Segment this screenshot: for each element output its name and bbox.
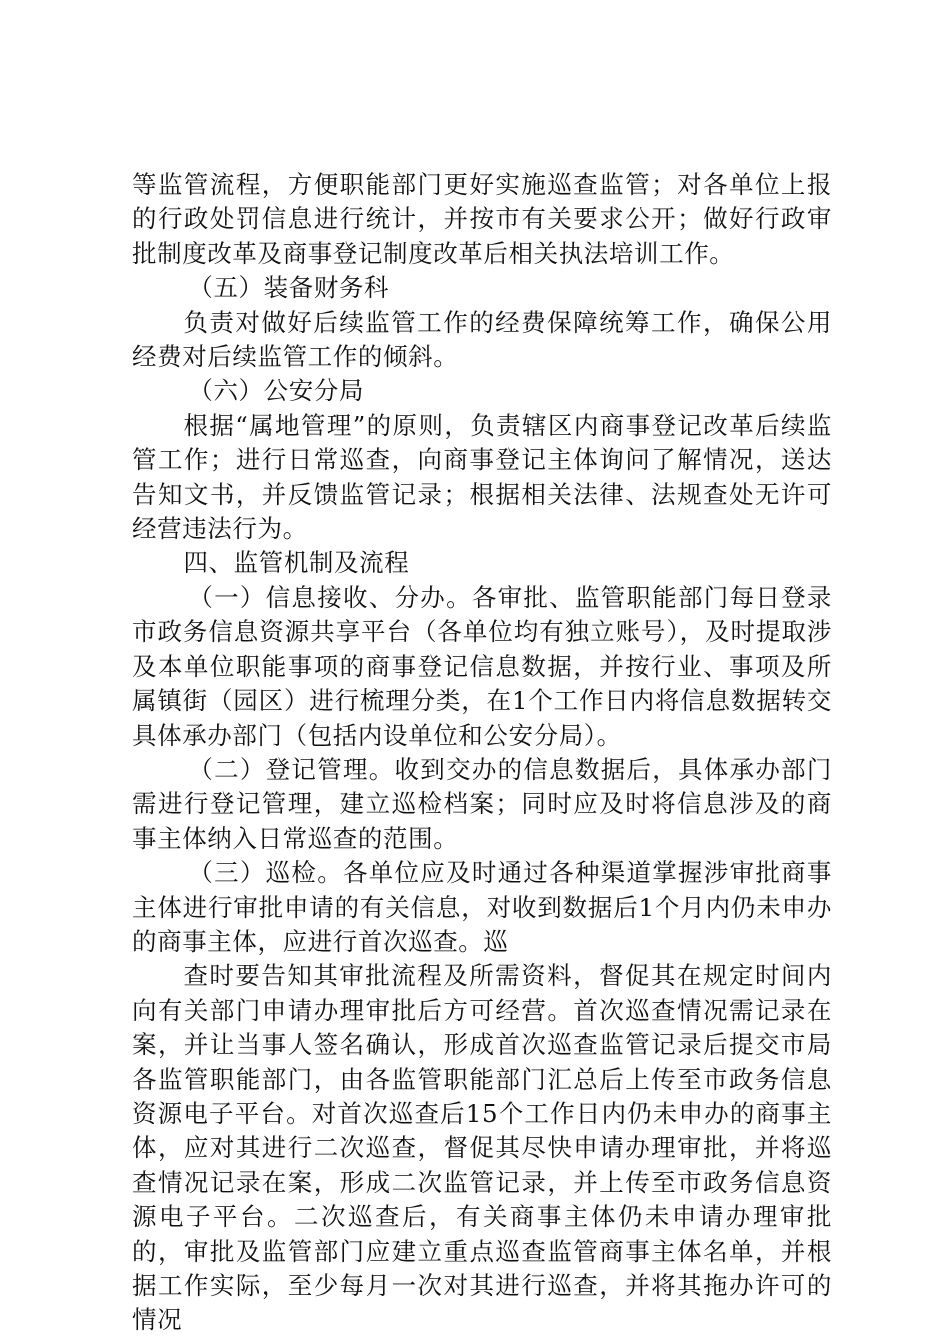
paragraph-public-security: 根据“属地管理”的原则，负责辖区内商事登记改革后续监管工作；进行日常巡查，向商事登记主体询问了解情况，送达告知文书，并反馈监管记录；根据相关法律、法规查处无许可经营违法行为。 xyxy=(132,410,832,544)
section-heading-public-security: （六）公安分局 xyxy=(188,376,365,406)
chapter-heading-mechanism: 四、监管机制及流程 xyxy=(183,548,410,578)
paragraph-equipment-finance: 负责对做好后续监管工作的经费保障统筹工作，确保公用经费对后续监管工作的倾斜。 xyxy=(132,307,832,372)
paragraph-inspection-continued: 查时要告知其审批流程及所需资料，督促其在规定时间内向有关部门申请办理审批后方可经营。首次巡查情况需记录在案，并让当事人签名确认，形成首次巡查监管记录后提交市局各监管职能部门，由各监管职能部门汇总后上传至市政务信息资源电子平台。对首次巡查后15个工作日内仍未申办的商事主体，应对其进行二次巡查，督促其尽快申请办理审批，并将巡查情况记录在案，形成二次监管记录，并上传至市政务信息资源电子平台。二次巡查后，有关商事主体仍未申请办理审批的，审批及监管部门应建立重点巡查监管商事主体名单，并根据工作实际，至少每月一次对其进行巡查，并将其拖办许可的情况 xyxy=(132,961,832,1335)
paragraph-continuation: 等监管流程，方便职能部门更好实施巡查监管；对各单位上报的行政处罚信息进行统计，并按市有关要求公开；做好行政审批制度改革及商事登记制度改革后相关执法培训工作。 xyxy=(132,170,832,268)
document-page xyxy=(132,168,832,1338)
section-heading-equipment-finance: （五）装备财务科 xyxy=(188,273,390,303)
paragraph-inspection: （三）巡检。各单位应及时通过各种渠道掌握涉审批商事主体进行审批申请的有关信息，对收到数据后1个月内仍未申办的商事主体，应进行首次巡查。巡 xyxy=(132,858,832,956)
paragraph-info-receive: （一）信息接收、分办。各审批、监管职能部门每日登录市政务信息资源共享平台（各单位均有独立账号），及时提取涉及本单位职能事项的商事登记信息数据，并按行业、事项及所属镇街（园区）进行梳理分类，在1个工作日内将信息数据转交具体承办部门（包括内设单位和公安分局）。 xyxy=(132,582,832,750)
paragraph-registration: （二）登记管理。收到交办的信息数据后，具体承办部门需进行登记管理，建立巡检档案；同时应及时将信息涉及的商事主体纳入日常巡查的范围。 xyxy=(132,754,832,853)
